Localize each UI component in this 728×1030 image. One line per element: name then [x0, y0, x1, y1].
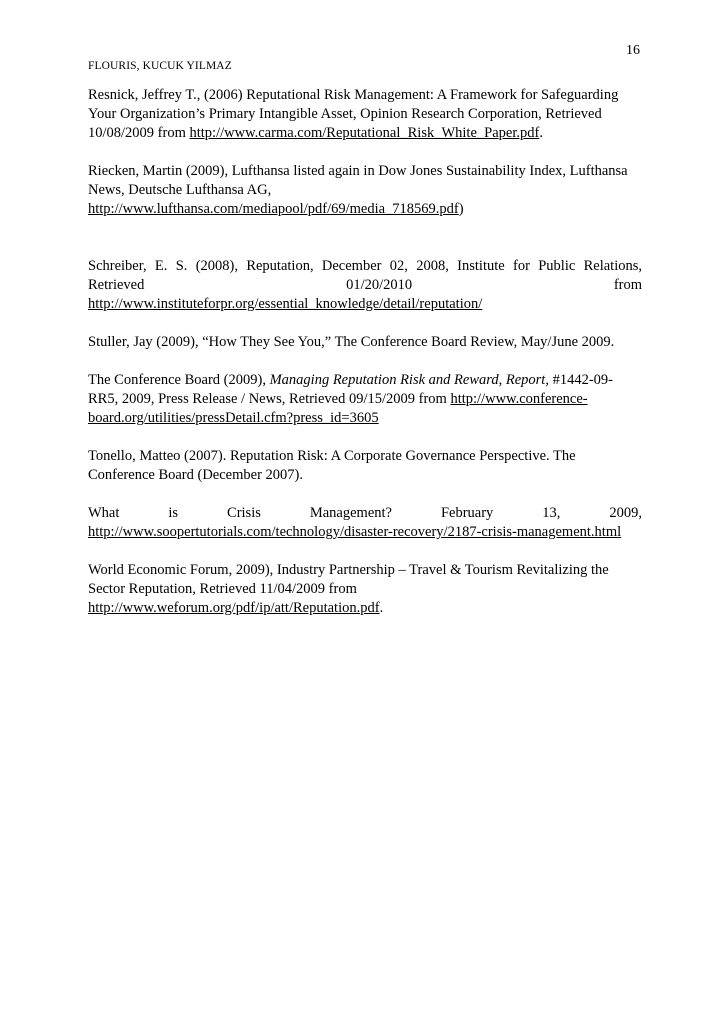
- reference-text-line: [88, 276, 642, 295]
- reference-text: Tonello, Matteo (2007). Reputation Risk: A Corporate Governance Perspective. The: [88, 448, 576, 464]
- reference-text: Resnick, Jeffrey T., (2006) Reputational Risk Management: A Framework for Safeguarding: [88, 87, 619, 103]
- reference-text: Retrieved: [88, 277, 145, 293]
- reference-text: Conference Board (December 2007).: [88, 467, 303, 483]
- reference-text: 01/20/2010: [346, 277, 413, 293]
- reference-text: World Economic Forum, 2009), Industry Partnership – Travel & Tourism Revitalizing the: [88, 562, 609, 578]
- reference-text-line: [88, 371, 642, 390]
- reference-link[interactable]: http://www.lufthansa.com/mediapool/pdf/69/media_718569.pdf: [88, 201, 459, 217]
- reference-link[interactable]: http://www.conference-: [450, 391, 588, 407]
- reference-link[interactable]: http://www.weforum.org/pdf/ip/att/Reputation.pdf: [88, 600, 380, 616]
- reference-schreiber: [88, 257, 642, 314]
- reference-tonello: [88, 447, 642, 485]
- reference-text: RR5, 2009, Press Release / News, Retrieved 09/15/2009 from: [88, 391, 451, 407]
- reference-text: The Conference Board (2009),: [88, 372, 270, 388]
- reference-wef: [88, 561, 642, 618]
- reference-text: Schreiber, E. S. (2008), Reputation, December 02, 2008, Institute for Public Relations,: [88, 258, 642, 274]
- reference-link[interactable]: board.org/utilities/pressDetail.cfm?press_id=3605: [88, 410, 379, 426]
- reference-text: .: [379, 600, 384, 616]
- reference-link[interactable]: http://www.instituteforpr.org/essential_knowledge/detail/reputation/: [88, 296, 483, 312]
- reference-text: 10/08/2009 from: [88, 125, 190, 141]
- reference-title: Managing Reputation Risk and Reward, Report,: [269, 372, 549, 388]
- reference-text-line: [88, 599, 642, 618]
- reference-text-line: [88, 200, 642, 219]
- reference-text: Sector Reputation, Retrieved 11/04/2009 from: [88, 581, 357, 597]
- reference-resnick: [88, 86, 642, 143]
- reference-stuller: [88, 333, 642, 352]
- reference-link[interactable]: http://www.soopertutorials.com/technology/disaster-recovery/2187-crisis-management.html: [88, 524, 622, 540]
- reference-text: Your Organization’s Primary Intangible Asset, Opinion Research Corporation, Retrieved: [88, 106, 602, 122]
- reference-riecken: [88, 162, 642, 219]
- reference-link[interactable]: http://www.carma.com/Reputational_Risk_White_Paper.pdf: [189, 125, 540, 141]
- reference-text: from: [613, 277, 642, 293]
- reference-text-line: [88, 390, 642, 409]
- reference-text-line: [88, 523, 642, 542]
- reference-list: [88, 86, 642, 637]
- reference-text-line: [88, 124, 642, 143]
- reference-text: .: [539, 125, 543, 141]
- reference-text: ): [458, 201, 464, 217]
- reference-text-line: [88, 409, 642, 428]
- running-head: FLOURIS, KUCUK YILMAZ: [88, 60, 232, 72]
- reference-text: Riecken, Martin (2009), Lufthansa listed again in Dow Jones Sustainability Index, Lufthansa: [88, 163, 628, 179]
- reference-text: #1442-09-: [548, 372, 613, 388]
- reference-conference-board: [88, 371, 642, 428]
- reference-crisis-management: [88, 504, 642, 542]
- page-number: 16: [626, 43, 640, 58]
- reference-text: Stuller, Jay (2009), “How They See You,” The Conference Board Review, May/June 2009.: [88, 334, 615, 350]
- reference-text: What is Crisis Management? February 13, 2009,: [88, 505, 642, 521]
- reference-text: News, Deutsche Lufthansa AG,: [88, 182, 272, 198]
- reference-text-line: [88, 295, 642, 314]
